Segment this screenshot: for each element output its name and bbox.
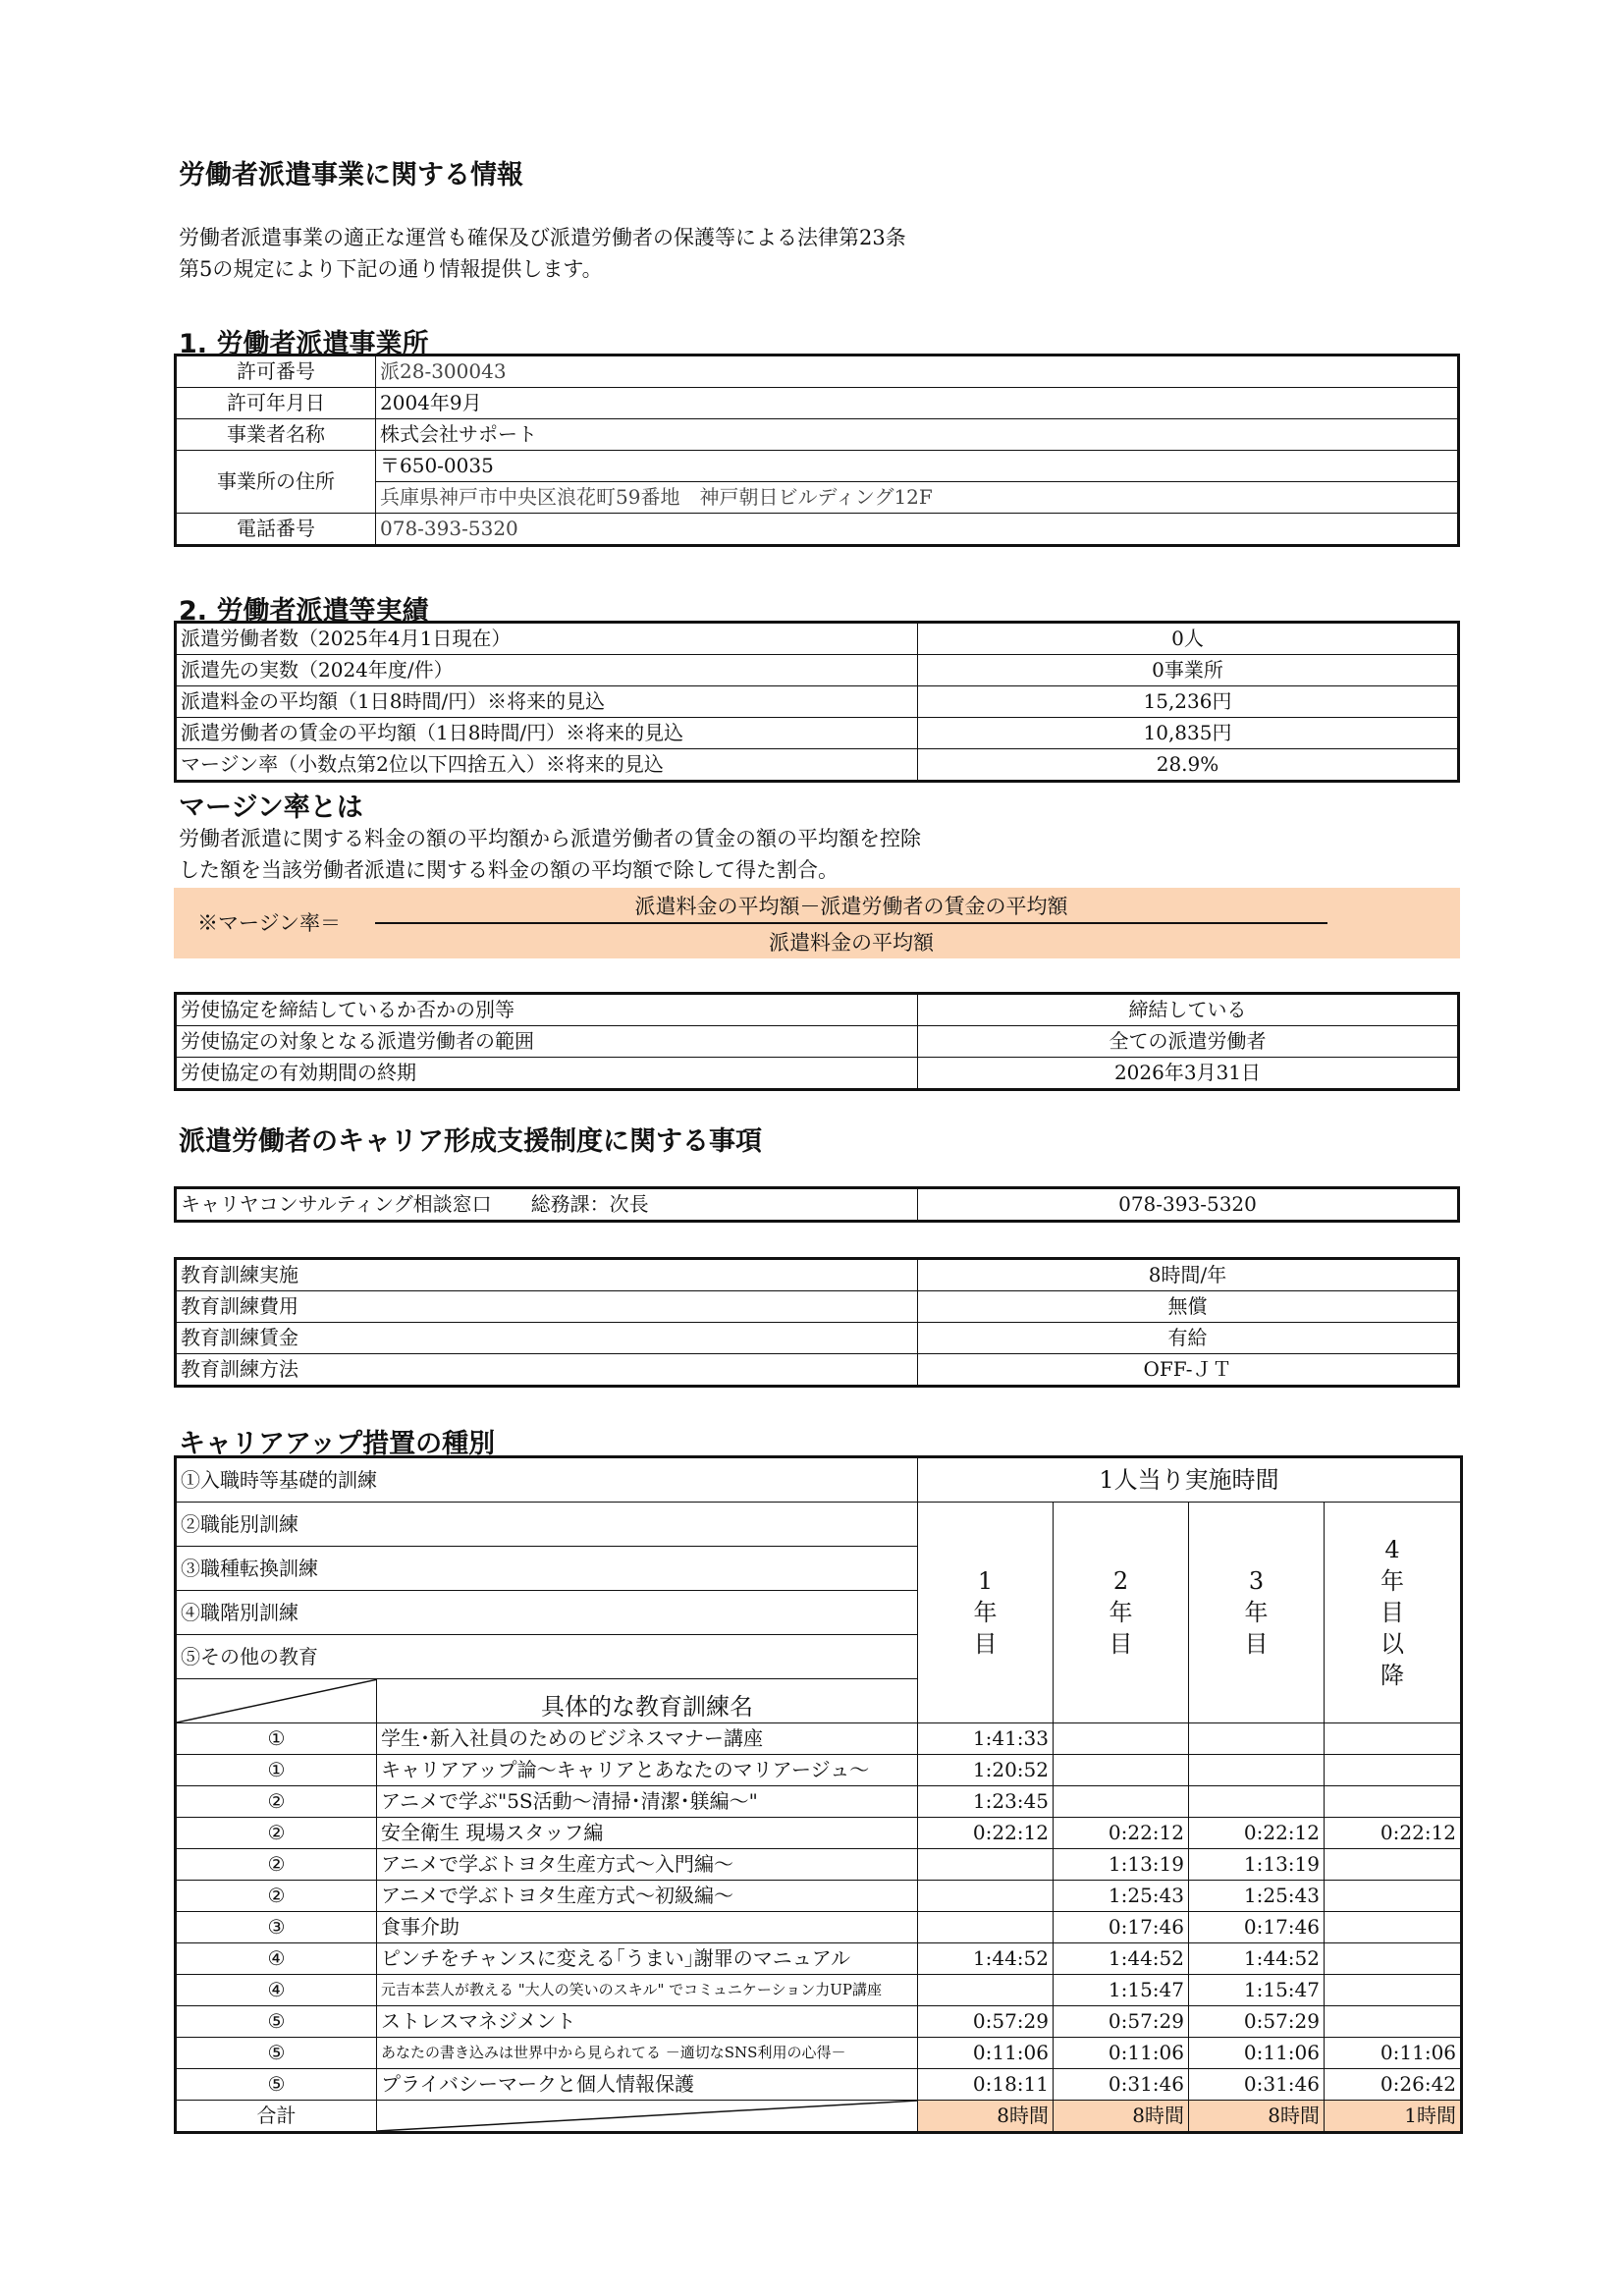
course-year-1 bbox=[918, 1975, 1054, 2006]
total-year-2: 8時間 bbox=[1054, 2101, 1189, 2133]
course-category: ① bbox=[176, 1723, 377, 1755]
course-category: ④ bbox=[176, 1975, 377, 2006]
margin-heading: マージン率とは bbox=[179, 793, 363, 823]
table-row bbox=[176, 514, 1459, 546]
course-year-3 bbox=[1189, 1786, 1325, 1818]
consultation-table bbox=[174, 1186, 1460, 1223]
course-row bbox=[176, 2069, 1462, 2101]
labor-agreement-table bbox=[174, 992, 1460, 1091]
total-diagonal-cell bbox=[377, 2101, 918, 2133]
avg-fee-value: 15,236円 bbox=[918, 686, 1459, 718]
consultation-phone: 078-393-5320 bbox=[918, 1188, 1459, 1222]
course-name: ピンチをチャンスに変える｢うまい｣謝罪のマニュアル bbox=[377, 1943, 918, 1975]
course-category: ③ bbox=[176, 1912, 377, 1943]
avg-wage-value: 10,835円 bbox=[918, 718, 1459, 749]
course-category: ④ bbox=[176, 1943, 377, 1975]
course-year-4 bbox=[1325, 1755, 1462, 1786]
diagonal-line bbox=[177, 1679, 377, 1722]
total-year-1: 8時間 bbox=[918, 2101, 1054, 2133]
course-rows bbox=[176, 1723, 1462, 2101]
course-year-4 bbox=[1325, 1975, 1462, 2006]
course-name: アニメで学ぶトヨタ生産方式～初級編～ bbox=[377, 1881, 918, 1912]
careerup-table bbox=[174, 1455, 1463, 2134]
company-name-label: 事業者名称 bbox=[176, 419, 376, 451]
course-year-1 bbox=[918, 1881, 1054, 1912]
course-category: ② bbox=[176, 1849, 377, 1881]
course-row bbox=[176, 1786, 1462, 1818]
course-year-4 bbox=[1325, 2006, 1462, 2038]
course-year-4 bbox=[1325, 1849, 1462, 1881]
course-year-4 bbox=[1325, 1723, 1462, 1755]
permit-date-value: 2004年9月 bbox=[376, 388, 1459, 419]
table-row bbox=[176, 655, 1459, 686]
training-wage-label: 教育訓練賃金 bbox=[176, 1323, 918, 1354]
course-row bbox=[176, 1943, 1462, 1975]
course-year-3: 0:31:46 bbox=[1189, 2069, 1325, 2101]
course-row bbox=[176, 1975, 1462, 2006]
table-row bbox=[176, 718, 1459, 749]
year-4-header: 4 年 目 以 降 bbox=[1325, 1503, 1462, 1723]
margin-desc-line-1: 労働者派遣に関する料金の額の平均額から派遣労働者の賃金の額の平均額を控除 bbox=[179, 827, 921, 850]
course-year-3: 1:25:43 bbox=[1189, 1881, 1325, 1912]
permit-number-value: 派28-300043 bbox=[376, 355, 1459, 388]
course-year-3: 1:13:19 bbox=[1189, 1849, 1325, 1881]
dispatch-workers-label: 派遣労働者数（2025年4月1日現在） bbox=[176, 623, 918, 655]
table-row bbox=[176, 1058, 1459, 1090]
table-row bbox=[176, 419, 1459, 451]
diagonal-cell bbox=[176, 1679, 377, 1723]
formula-label: ※マージン率＝ bbox=[197, 911, 342, 935]
training-cost-label: 教育訓練費用 bbox=[176, 1291, 918, 1323]
category-5: ⑤その他の教育 bbox=[176, 1635, 918, 1679]
table-row bbox=[176, 1323, 1459, 1354]
table-row bbox=[176, 1188, 1459, 1222]
training-implementation-label: 教育訓練実施 bbox=[176, 1259, 918, 1291]
course-year-1: 0:11:06 bbox=[918, 2038, 1054, 2069]
course-category: ⑤ bbox=[176, 2006, 377, 2038]
category-3: ③職種転換訓練 bbox=[176, 1547, 918, 1591]
formula-numerator: 派遣料金の平均額－派遣労働者の賃金の平均額 bbox=[634, 895, 1068, 918]
total-label: 合計 bbox=[176, 2101, 377, 2133]
course-year-4: 0:26:42 bbox=[1325, 2069, 1462, 2101]
course-year-3: 0:17:46 bbox=[1189, 1912, 1325, 1943]
course-row bbox=[176, 2006, 1462, 2038]
formula-denominator: 派遣料金の平均額 bbox=[769, 931, 934, 955]
phone-value: 078-393-5320 bbox=[376, 514, 1459, 546]
postal-code: 〒650-0035 bbox=[376, 451, 1459, 482]
avg-wage-label: 派遣労働者の賃金の平均額（1日8時間/円）※将来的見込 bbox=[176, 718, 918, 749]
course-row bbox=[176, 1849, 1462, 1881]
course-year-2: 1:15:47 bbox=[1054, 1975, 1189, 2006]
course-year-1 bbox=[918, 1912, 1054, 1943]
section2-heading: 2. 労働者派遣等実績 bbox=[179, 596, 429, 627]
course-year-4: 0:22:12 bbox=[1325, 1818, 1462, 1849]
course-row bbox=[176, 1723, 1462, 1755]
agreement-expiry-value: 2026年3月31日 bbox=[918, 1058, 1459, 1090]
career-heading: 派遣労働者のキャリア形成支援制度に関する事項 bbox=[179, 1126, 762, 1157]
course-name: アニメで学ぶ"5S活動～清掃･清潔･躾編～" bbox=[377, 1786, 918, 1818]
consultation-label: キャリヤコンサルティング相談窓口 総務課：次長 bbox=[176, 1188, 918, 1222]
course-row bbox=[176, 1881, 1462, 1912]
address-label: 事業所の住所 bbox=[176, 451, 376, 514]
total-year-3: 8時間 bbox=[1189, 2101, 1325, 2133]
avg-fee-label: 派遣料金の平均額（1日8時間/円）※将来的見込 bbox=[176, 686, 918, 718]
course-year-4 bbox=[1325, 1943, 1462, 1975]
careerup-heading: キャリアアップ措置の種別 bbox=[179, 1429, 496, 1459]
course-year-2: 0:11:06 bbox=[1054, 2038, 1189, 2069]
table-row bbox=[176, 1259, 1459, 1291]
course-year-1: 1:23:45 bbox=[918, 1786, 1054, 1818]
course-year-2 bbox=[1054, 1786, 1189, 1818]
total-year-4: 1時間 bbox=[1325, 2101, 1462, 2133]
course-year-2: 0:22:12 bbox=[1054, 1818, 1189, 1849]
dispatch-workers-value: 0人 bbox=[918, 623, 1459, 655]
intro-line-1: 労働者派遣事業の適正な運営も確保及び派遣労働者の保護等による法律第23条 bbox=[179, 226, 906, 249]
course-year-4: 0:11:06 bbox=[1325, 2038, 1462, 2069]
course-year-2: 1:44:52 bbox=[1054, 1943, 1189, 1975]
client-count-value: 0事業所 bbox=[918, 655, 1459, 686]
agreement-scope-value: 全ての派遣労働者 bbox=[918, 1026, 1459, 1058]
course-category: ⑤ bbox=[176, 2038, 377, 2069]
course-year-2: 0:31:46 bbox=[1054, 2069, 1189, 2101]
training-method-label: 教育訓練方法 bbox=[176, 1354, 918, 1387]
course-name: アニメで学ぶトヨタ生産方式～入門編～ bbox=[377, 1849, 918, 1881]
course-year-3: 0:11:06 bbox=[1189, 2038, 1325, 2069]
course-year-1: 1:20:52 bbox=[918, 1755, 1054, 1786]
year-3-header: 3 年 目 bbox=[1189, 1503, 1325, 1723]
margin-formula-box bbox=[174, 888, 1460, 958]
training-table bbox=[174, 1257, 1460, 1388]
course-year-2: 1:13:19 bbox=[1054, 1849, 1189, 1881]
course-year-1: 0:22:12 bbox=[918, 1818, 1054, 1849]
agreement-scope-label: 労使協定の対象となる派遣労働者の範囲 bbox=[176, 1026, 918, 1058]
fraction-bar bbox=[375, 922, 1327, 924]
table-row bbox=[176, 749, 1459, 782]
course-year-1: 0:18:11 bbox=[918, 2069, 1054, 2101]
agreement-expiry-label: 労使協定の有効期間の終期 bbox=[176, 1058, 918, 1090]
training-method-value: OFF-ＪＴ bbox=[918, 1354, 1459, 1387]
course-year-4 bbox=[1325, 1786, 1462, 1818]
total-diagonal-line bbox=[377, 2101, 918, 2131]
training-implementation-value: 8時間/年 bbox=[918, 1259, 1459, 1291]
course-row bbox=[176, 2038, 1462, 2069]
course-category: ⑤ bbox=[176, 2069, 377, 2101]
course-year-3 bbox=[1189, 1755, 1325, 1786]
table-row bbox=[176, 1457, 1462, 1503]
permit-number-label: 許可番号 bbox=[176, 355, 376, 388]
course-name-header: 具体的な教育訓練名 bbox=[377, 1679, 918, 1723]
phone-label: 電話番号 bbox=[176, 514, 376, 546]
total-row bbox=[176, 2101, 1462, 2133]
course-category: ① bbox=[176, 1755, 377, 1786]
agreement-status-label: 労使協定を締結しているか否かの別等 bbox=[176, 994, 918, 1026]
table-row bbox=[176, 994, 1459, 1026]
course-name: プライバシーマークと個人情報保護 bbox=[377, 2069, 918, 2101]
course-category: ② bbox=[176, 1818, 377, 1849]
course-year-3: 1:15:47 bbox=[1189, 1975, 1325, 2006]
training-wage-value: 有給 bbox=[918, 1323, 1459, 1354]
course-name: 食事介助 bbox=[377, 1912, 918, 1943]
course-name: あなたの書き込みは世界中から見られてる －適切なSNS利用の心得－ bbox=[377, 2038, 918, 2069]
company-name-value: 株式会社サポート bbox=[376, 419, 1459, 451]
course-name: キャリアアップ論～キャリアとあなたのマリアージュ～ bbox=[377, 1755, 918, 1786]
intro-line-2: 第5の規定により下記の通り情報提供します。 bbox=[179, 257, 603, 281]
page-title: 労働者派遣事業に関する情報 bbox=[179, 160, 523, 191]
client-count-label: 派遣先の実数（2024年度/件） bbox=[176, 655, 918, 686]
course-category: ② bbox=[176, 1881, 377, 1912]
table-row bbox=[176, 1291, 1459, 1323]
course-year-4 bbox=[1325, 1912, 1462, 1943]
course-year-1: 1:41:33 bbox=[918, 1723, 1054, 1755]
course-year-1: 0:57:29 bbox=[918, 2006, 1054, 2038]
course-year-2 bbox=[1054, 1723, 1189, 1755]
table-row bbox=[176, 355, 1459, 388]
course-row bbox=[176, 1755, 1462, 1786]
category-2: ②職能別訓練 bbox=[176, 1503, 918, 1547]
course-row bbox=[176, 1912, 1462, 1943]
course-row bbox=[176, 1818, 1462, 1849]
table-row bbox=[176, 686, 1459, 718]
hours-header: 1人当り実施時間 bbox=[918, 1457, 1462, 1503]
course-year-3 bbox=[1189, 1723, 1325, 1755]
margin-desc-line-2: した額を当該労働者派遣に関する料金の額の平均額で除して得た割合。 bbox=[179, 858, 839, 882]
year-1-header: 1 年 目 bbox=[918, 1503, 1054, 1723]
table-row bbox=[176, 623, 1459, 655]
course-year-2 bbox=[1054, 1755, 1189, 1786]
course-year-2: 0:17:46 bbox=[1054, 1912, 1189, 1943]
address-value: 兵庫県神戸市中央区浪花町59番地 神戸朝日ビルディング12F bbox=[376, 482, 1459, 514]
table-row bbox=[176, 1026, 1459, 1058]
table-row bbox=[176, 388, 1459, 419]
category-1: ①入職時等基礎的訓練 bbox=[176, 1457, 918, 1503]
office-info-table bbox=[174, 354, 1460, 547]
permit-date-label: 許可年月日 bbox=[176, 388, 376, 419]
course-name: 学生･新入社員のためのビジネスマナー講座 bbox=[377, 1723, 918, 1755]
course-name: ストレスマネジメント bbox=[377, 2006, 918, 2038]
course-year-2: 0:57:29 bbox=[1054, 2006, 1189, 2038]
intro-paragraph bbox=[179, 222, 906, 285]
course-year-2: 1:25:43 bbox=[1054, 1881, 1189, 1912]
margin-description bbox=[179, 823, 921, 886]
course-year-3: 1:44:52 bbox=[1189, 1943, 1325, 1975]
course-category: ② bbox=[176, 1786, 377, 1818]
dispatch-results-table bbox=[174, 621, 1460, 783]
course-year-3: 0:22:12 bbox=[1189, 1818, 1325, 1849]
course-year-1: 1:44:52 bbox=[918, 1943, 1054, 1975]
margin-rate-value: 28.9% bbox=[918, 749, 1459, 782]
table-row bbox=[176, 1354, 1459, 1387]
margin-rate-label: マージン率（小数点第2位以下四捨五入）※将来的見込 bbox=[176, 749, 918, 782]
year-2-header: 2 年 目 bbox=[1054, 1503, 1189, 1723]
course-name: 元吉本芸人が教える "大人の笑いのスキル" でコミュニケーション力UP講座 bbox=[377, 1975, 918, 2006]
course-year-3: 0:57:29 bbox=[1189, 2006, 1325, 2038]
course-name: 安全衛生 現場スタッフ編 bbox=[377, 1818, 918, 1849]
section1-heading: 1. 労働者派遣事業所 bbox=[179, 329, 429, 359]
training-cost-value: 無償 bbox=[918, 1291, 1459, 1323]
table-row bbox=[176, 1503, 1462, 1547]
category-4: ④職階別訓練 bbox=[176, 1591, 918, 1635]
agreement-status-value: 締結している bbox=[918, 994, 1459, 1026]
course-year-4 bbox=[1325, 1881, 1462, 1912]
course-year-1 bbox=[918, 1849, 1054, 1881]
table-row bbox=[176, 451, 1459, 482]
